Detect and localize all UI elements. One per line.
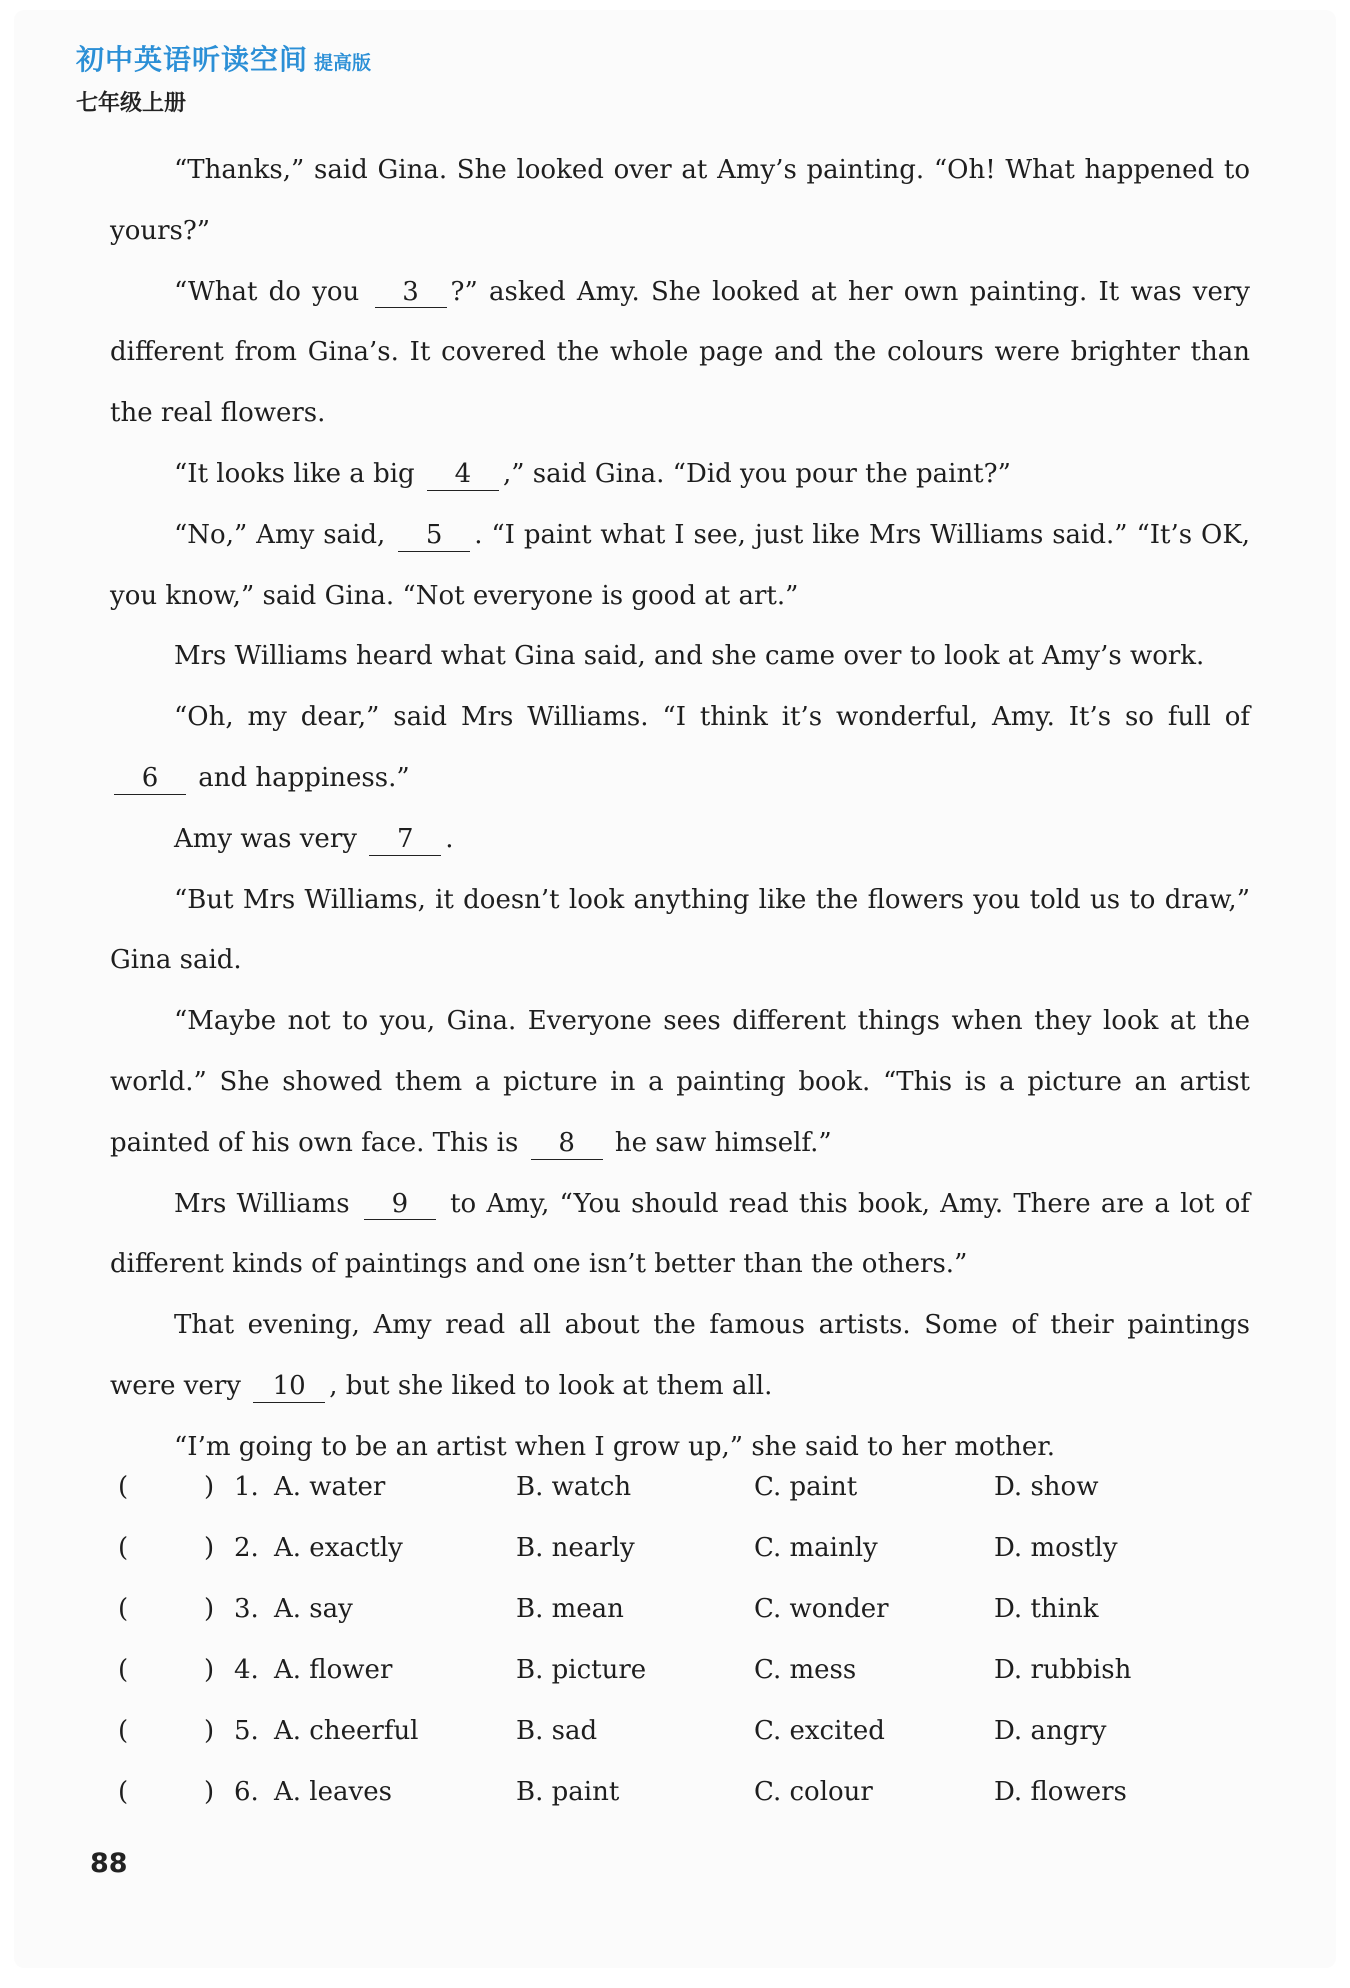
option-d[interactable]: D. rubbish <box>994 1655 1132 1685</box>
option-c[interactable]: C. excited <box>754 1716 885 1746</box>
answer-paren-open[interactable]: ( <box>118 1655 129 1685</box>
edition-label: 提高版 <box>314 52 372 74</box>
series-title: 初中英语听读空间 <box>76 43 309 76</box>
blank-7[interactable]: 7 <box>369 825 441 856</box>
question-row <box>110 1533 1250 1594</box>
paragraph-text: Amy was very <box>174 823 357 854</box>
option-c[interactable]: C. wonder <box>754 1594 889 1624</box>
option-b[interactable]: B. paint <box>516 1777 620 1807</box>
answer-paren-open[interactable]: ( <box>118 1716 129 1746</box>
option-a[interactable]: A. flower <box>274 1655 393 1685</box>
answer-paren-close: ) <box>204 1655 215 1685</box>
paragraph-text: “I’m going to be an artist when I grow up,” she said to her mother. <box>174 1431 1056 1462</box>
answer-options <box>110 1472 1250 1838</box>
blank-6[interactable]: 6 <box>114 764 186 795</box>
story-paragraph <box>110 140 1250 262</box>
answer-paren-close: ) <box>204 1594 215 1624</box>
paragraph-text: “What do you <box>174 276 360 307</box>
paragraph-text: ?” asked Amy. She looked at her own painting. It was very different from Gina’s. It covered the whole page and the colours were brighter than the real flowers. <box>110 276 1250 429</box>
paragraph-text: “Oh, my dear,” said Mrs Williams. “I think it’s wonderful, Amy. It’s so full of <box>174 702 1250 733</box>
story-paragraph <box>110 1417 1250 1478</box>
option-b[interactable]: B. sad <box>516 1716 598 1746</box>
paragraph-text: . <box>445 823 454 854</box>
blank-5[interactable]: 5 <box>398 521 470 552</box>
paragraph-text: “Thanks,” said Gina. She looked over at Amy’s painting. “Oh! What happened to yours?” <box>110 155 1250 246</box>
story-text <box>110 140 1250 1478</box>
story-paragraph <box>110 870 1250 992</box>
paragraph-text: and happiness.” <box>198 762 410 793</box>
page-header <box>76 38 371 117</box>
option-c[interactable]: C. paint <box>754 1472 858 1502</box>
paragraph-text: he saw himself.” <box>614 1127 832 1158</box>
blank-3[interactable]: 3 <box>375 278 447 309</box>
answer-paren-close: ) <box>204 1533 215 1563</box>
blank-10[interactable]: 10 <box>253 1372 325 1403</box>
textbook-page <box>14 10 1336 1968</box>
paragraph-text: . “I paint what I see, just like Mrs Williams said.” “It’s OK, you know,” said Gina. “Not everyone is good at art.” <box>110 519 1251 611</box>
story-paragraph <box>110 687 1250 809</box>
answer-paren-close: ) <box>204 1777 215 1807</box>
question-row <box>110 1777 1250 1838</box>
blank-4[interactable]: 4 <box>427 460 499 491</box>
question-row <box>110 1716 1250 1777</box>
blank-9[interactable]: 9 <box>364 1190 436 1221</box>
paragraph-text: “No,” Amy said, <box>174 519 386 550</box>
story-paragraph <box>110 262 1250 444</box>
story-paragraph <box>110 505 1250 627</box>
option-a[interactable]: A. leaves <box>274 1777 392 1807</box>
paragraph-text: “But Mrs Williams, it doesn’t look anything like the flowers you told us to draw,” Gina said. <box>110 884 1250 976</box>
answer-paren-close: ) <box>204 1472 215 1502</box>
option-b[interactable]: B. nearly <box>516 1533 635 1563</box>
option-c[interactable]: C. mainly <box>754 1533 878 1563</box>
option-b[interactable]: B. mean <box>516 1594 624 1624</box>
grade-label: 七年级上册 <box>76 91 187 116</box>
question-row <box>110 1594 1250 1655</box>
option-d[interactable]: D. mostly <box>994 1533 1118 1563</box>
option-a[interactable]: A. water <box>274 1472 386 1502</box>
question-number: 3. <box>234 1594 259 1624</box>
page-number: 88 <box>90 1848 128 1879</box>
paragraph-text: Mrs Williams <box>174 1188 350 1219</box>
option-c[interactable]: C. colour <box>754 1777 873 1807</box>
paragraph-text: to Amy, “You should read this book, Amy. There are a lot of different kinds of paintings and one isn’t better than the others.” <box>110 1188 1250 1280</box>
story-paragraph <box>110 444 1250 505</box>
answer-paren-open[interactable]: ( <box>118 1472 129 1502</box>
question-number: 2. <box>234 1533 259 1563</box>
answer-paren-open[interactable]: ( <box>118 1594 129 1624</box>
paragraph-text: , but she liked to look at them all. <box>329 1370 773 1401</box>
paragraph-text: “Maybe not to you, Gina. Everyone sees different things when they look at the world.” She showed them a picture in a painting book. “This is a picture an artist painted of his own face. This is <box>110 1006 1250 1158</box>
story-paragraph <box>110 809 1250 870</box>
option-d[interactable]: D. flowers <box>994 1777 1127 1807</box>
answer-paren-open[interactable]: ( <box>118 1777 129 1807</box>
option-d[interactable]: D. angry <box>994 1716 1107 1746</box>
answer-paren-close: ) <box>204 1716 215 1746</box>
option-b[interactable]: B. picture <box>516 1655 647 1685</box>
option-c[interactable]: C. mess <box>754 1655 857 1685</box>
answer-paren-open[interactable]: ( <box>118 1533 129 1563</box>
story-paragraph <box>110 626 1250 687</box>
paragraph-text: “It looks like a big <box>174 458 415 489</box>
question-row <box>110 1472 1250 1533</box>
story-paragraph <box>110 991 1250 1173</box>
paragraph-text: ,” said Gina. “Did you pour the paint?” <box>502 458 1011 489</box>
question-number: 1. <box>234 1472 259 1502</box>
blank-8[interactable]: 8 <box>531 1129 603 1160</box>
option-b[interactable]: B. watch <box>516 1472 632 1502</box>
question-row <box>110 1655 1250 1716</box>
paragraph-text: Mrs Williams heard what Gina said, and she came over to look at Amy’s work. <box>174 641 1205 672</box>
option-d[interactable]: D. think <box>994 1594 1099 1624</box>
option-a[interactable]: A. exactly <box>274 1533 403 1563</box>
question-number: 5. <box>234 1716 259 1746</box>
story-paragraph <box>110 1295 1250 1417</box>
option-a[interactable]: A. say <box>274 1594 353 1624</box>
option-d[interactable]: D. show <box>994 1472 1099 1502</box>
story-paragraph <box>110 1174 1250 1296</box>
question-number: 4. <box>234 1655 259 1685</box>
paragraph-text: That evening, Amy read all about the famous artists. Some of their paintings were very <box>110 1310 1250 1401</box>
option-a[interactable]: A. cheerful <box>274 1716 419 1746</box>
question-number: 6. <box>234 1777 259 1807</box>
